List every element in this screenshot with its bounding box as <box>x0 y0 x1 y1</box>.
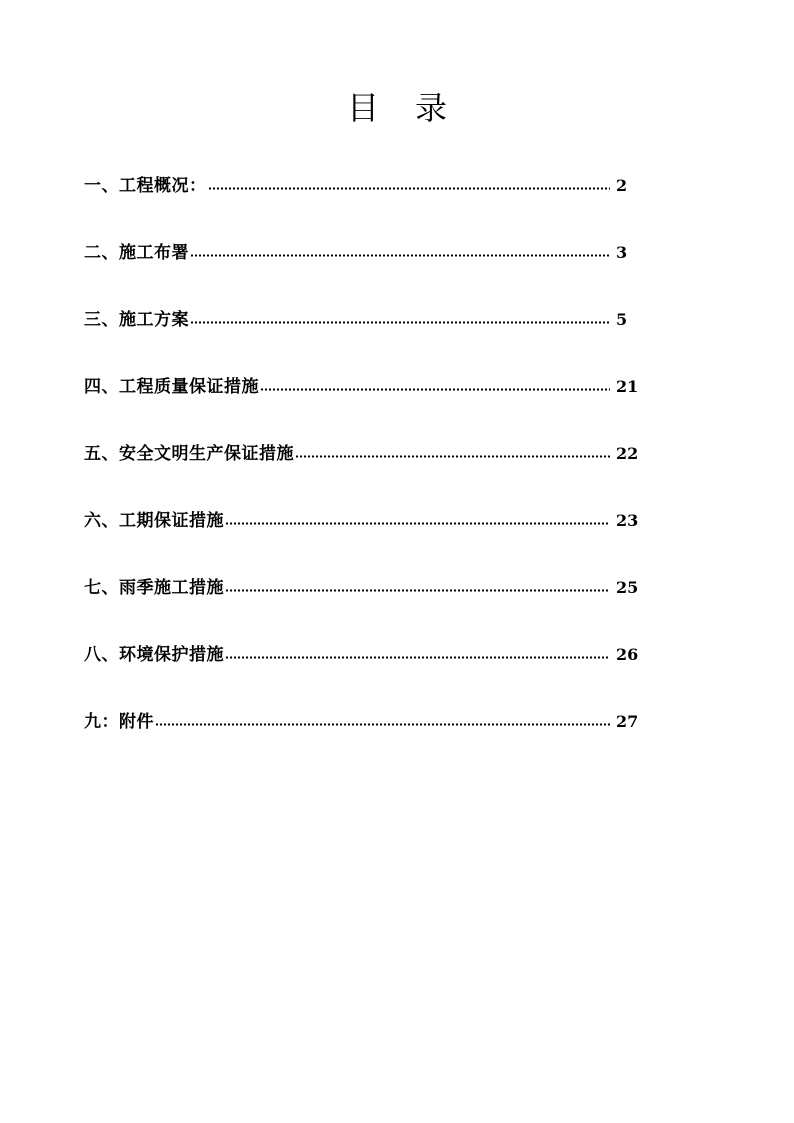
toc-entry-label: 七、雨季施工措施 <box>84 578 224 598</box>
toc-entry-label: 三、施工方案 <box>84 310 189 330</box>
toc-list <box>84 170 644 773</box>
toc-entry[interactable] <box>84 639 644 706</box>
toc-entry[interactable] <box>84 170 644 237</box>
toc-line <box>84 440 610 468</box>
toc-entry-page: 22 <box>616 444 639 463</box>
toc-entry[interactable] <box>84 237 644 304</box>
toc-dot-leader <box>208 187 611 190</box>
toc-line <box>84 239 610 267</box>
toc-title <box>0 84 794 132</box>
toc-line <box>84 708 610 736</box>
toc-line <box>84 306 610 334</box>
toc-entry-page: 25 <box>616 578 639 597</box>
toc-dot-leader <box>225 589 610 592</box>
toc-dot-leader <box>295 455 610 458</box>
toc-entry-page: 5 <box>616 310 628 329</box>
toc-line <box>84 172 610 200</box>
toc-entry[interactable] <box>84 572 644 639</box>
toc-entry[interactable] <box>84 304 644 371</box>
toc-line <box>84 574 610 602</box>
toc-line <box>84 641 610 669</box>
toc-entry-label: 九：附件 <box>84 712 154 732</box>
toc-line <box>84 373 610 401</box>
toc-entry-page: 27 <box>616 712 639 731</box>
toc-entry-page: 3 <box>616 243 628 262</box>
toc-entry-label: 六、工期保证措施 <box>84 511 224 531</box>
toc-entry-page: 21 <box>616 377 639 396</box>
toc-entry-page: 26 <box>616 645 639 664</box>
toc-title-text: 目录 <box>346 89 483 127</box>
toc-dot-leader <box>225 522 610 525</box>
toc-entry[interactable] <box>84 505 644 572</box>
toc-line <box>84 507 610 535</box>
toc-dot-leader <box>190 254 610 257</box>
toc-entry-page: 23 <box>616 511 639 530</box>
toc-entry[interactable] <box>84 371 644 438</box>
toc-entry-label: 一、工程概况： <box>84 176 207 196</box>
toc-entry[interactable] <box>84 438 644 505</box>
toc-entry-label: 五、安全文明生产保证措施 <box>84 444 294 464</box>
toc-entry[interactable] <box>84 706 644 773</box>
toc-entry-label: 四、工程质量保证措施 <box>84 377 259 397</box>
toc-entry-page: 2 <box>616 176 628 195</box>
toc-dot-leader <box>155 723 610 726</box>
toc-dot-leader <box>190 321 610 324</box>
toc-dot-leader <box>260 388 610 391</box>
toc-entry-label: 二、施工布署 <box>84 243 189 263</box>
toc-entry-label: 八、环境保护措施 <box>84 645 224 665</box>
toc-dot-leader <box>225 656 610 659</box>
